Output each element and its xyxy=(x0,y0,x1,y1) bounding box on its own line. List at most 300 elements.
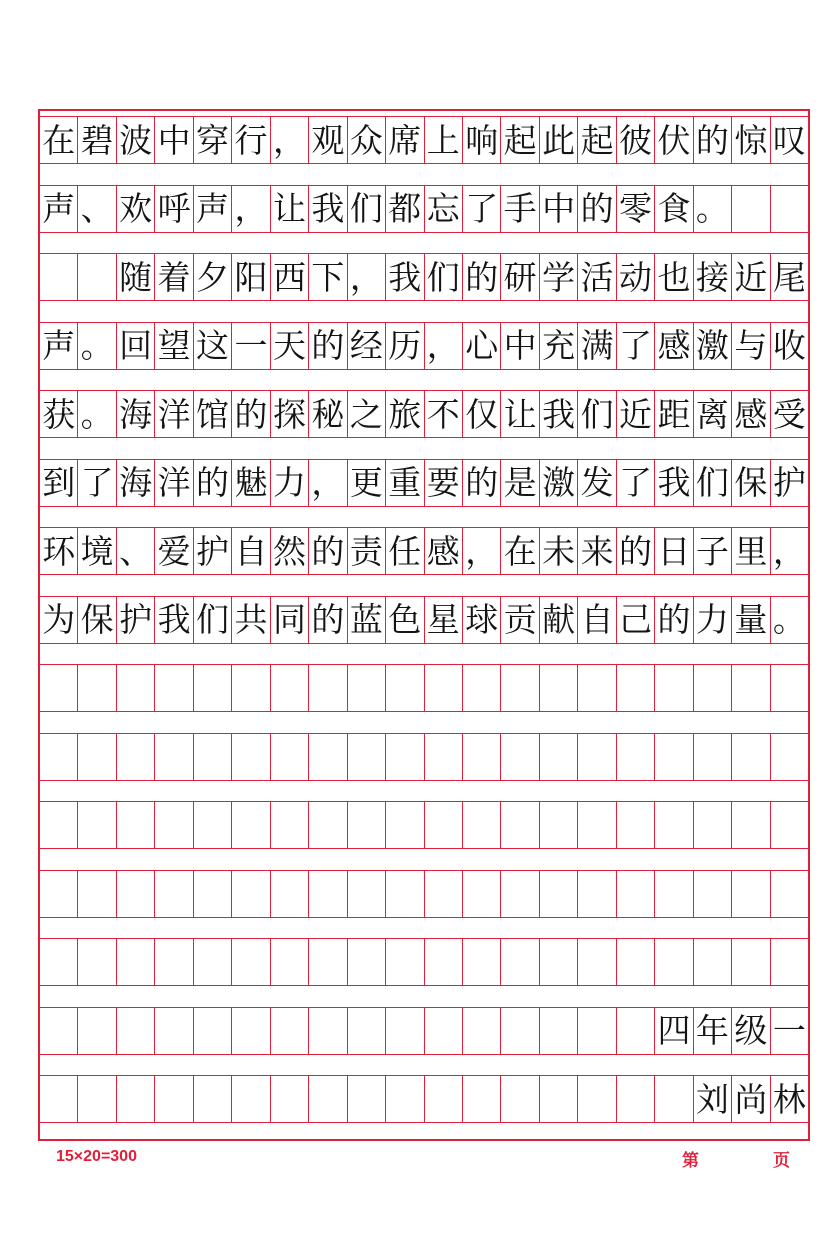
grid-cell: 年 xyxy=(694,1008,732,1054)
grid-cell: 这 xyxy=(194,323,232,369)
page-suffix: 页 xyxy=(773,1151,790,1171)
grid-cell xyxy=(655,665,693,711)
grid-cell xyxy=(463,1008,501,1054)
grid-cell: 众 xyxy=(348,117,386,163)
grid-cell xyxy=(40,802,78,848)
grid-cell: 们 xyxy=(578,391,616,437)
grid-cell xyxy=(771,939,808,985)
grid-cell xyxy=(271,802,309,848)
grid-cell xyxy=(386,871,424,917)
grid-cell: 也 xyxy=(655,254,693,300)
grid-cell: 的 xyxy=(578,186,616,232)
grid-cell xyxy=(117,1076,155,1122)
grid-cell xyxy=(194,802,232,848)
grid-cell: 的 xyxy=(309,528,347,574)
grid-cell: 满 xyxy=(578,323,616,369)
grid-cell: 力 xyxy=(271,460,309,506)
grid-cell xyxy=(309,734,347,780)
grid-cell: 波 xyxy=(117,117,155,163)
grid-cell: 食 xyxy=(655,186,693,232)
grid-cell xyxy=(425,939,463,985)
grid-cell: ， xyxy=(232,186,270,232)
grid-cell: 下 xyxy=(309,254,347,300)
grid-cell xyxy=(309,665,347,711)
grid-cell xyxy=(771,665,808,711)
grid-cell: 活 xyxy=(578,254,616,300)
grid-cell xyxy=(348,734,386,780)
grid-cell: 激 xyxy=(540,460,578,506)
grid-cell xyxy=(463,665,501,711)
grid-cell: 自 xyxy=(578,597,616,643)
grid-cell xyxy=(617,734,655,780)
grid-cell xyxy=(232,1008,270,1054)
grid-cell: 爱 xyxy=(155,528,193,574)
grid-cell: 回 xyxy=(117,323,155,369)
grid-cell: 我 xyxy=(155,597,193,643)
grid-row xyxy=(40,253,808,301)
grid-spec-label: 15×20=300 xyxy=(56,1148,137,1165)
page-number-label xyxy=(682,1146,790,1171)
grid-cell xyxy=(540,1008,578,1054)
grid-cell: 彼 xyxy=(617,117,655,163)
grid-cell: 研 xyxy=(501,254,539,300)
grid-cell xyxy=(540,871,578,917)
grid-cell: 夕 xyxy=(194,254,232,300)
grid-cell xyxy=(463,871,501,917)
grid-cell: 们 xyxy=(425,254,463,300)
grid-cell xyxy=(194,939,232,985)
grid-cell xyxy=(117,665,155,711)
grid-cell xyxy=(578,665,616,711)
grid-row xyxy=(40,801,808,849)
grid-cell: 望 xyxy=(155,323,193,369)
grid-cell xyxy=(348,939,386,985)
grid-cell xyxy=(732,734,770,780)
grid-cell xyxy=(40,665,78,711)
grid-cell: 我 xyxy=(309,186,347,232)
grid-cell: 环 xyxy=(40,528,78,574)
grid-cell: 是 xyxy=(501,460,539,506)
grid-cell: 、 xyxy=(117,528,155,574)
grid-cell xyxy=(655,1076,693,1122)
grid-cell xyxy=(117,734,155,780)
grid-cell xyxy=(78,254,116,300)
grid-cell: 学 xyxy=(540,254,578,300)
grid-cell: 。 xyxy=(772,600,806,639)
grid-row xyxy=(40,664,808,712)
grid-cell: 更 xyxy=(348,460,386,506)
grid-cell xyxy=(117,802,155,848)
grid-cell xyxy=(194,734,232,780)
grid-cell xyxy=(425,802,463,848)
grid-cell xyxy=(501,802,539,848)
grid-cell: 的 xyxy=(463,254,501,300)
grid-cell: 日 xyxy=(655,528,693,574)
grid-cell xyxy=(155,871,193,917)
grid-cell xyxy=(78,802,116,848)
grid-cell: 球 xyxy=(463,597,501,643)
grid-cell: 重 xyxy=(386,460,424,506)
grid-cell xyxy=(232,1076,270,1122)
grid-cell: 旅 xyxy=(386,391,424,437)
grid-cell xyxy=(694,871,732,917)
grid-row xyxy=(40,185,808,233)
grid-cell xyxy=(348,1008,386,1054)
grid-cell: 了 xyxy=(617,460,655,506)
grid-cell: 蓝 xyxy=(348,597,386,643)
grid-cell: 保 xyxy=(78,597,116,643)
grid-cell xyxy=(732,665,770,711)
grid-cell: 境 xyxy=(78,528,116,574)
grid-cell: 子 xyxy=(694,528,732,574)
grid-cell: ， xyxy=(463,528,501,574)
grid-cell: 声 xyxy=(194,186,232,232)
grid-cell xyxy=(155,1076,193,1122)
grid-cell: 的 xyxy=(232,391,270,437)
grid-cell xyxy=(732,939,770,985)
grid-cell: 中 xyxy=(540,186,578,232)
grid-cell xyxy=(40,1008,78,1054)
grid-row xyxy=(40,116,808,164)
grid-cell xyxy=(40,734,78,780)
grid-cell xyxy=(348,871,386,917)
grid-cell: ， xyxy=(772,531,806,571)
grid-cell: 碧 xyxy=(78,117,116,163)
grid-cell xyxy=(348,665,386,711)
grid-cell xyxy=(694,665,732,711)
grid-cell: 量 xyxy=(732,597,770,643)
grid-cell: 此 xyxy=(540,117,578,163)
grid-cell: 里 xyxy=(732,528,770,574)
grid-cell xyxy=(578,1008,616,1054)
grid-row xyxy=(40,870,808,918)
grid-cell xyxy=(771,871,808,917)
grid-cell: 随 xyxy=(117,254,155,300)
grid-cell: 不 xyxy=(425,391,463,437)
grid-cell: 尚 xyxy=(732,1076,770,1122)
grid-cell xyxy=(655,802,693,848)
grid-cell: 激 xyxy=(694,323,732,369)
grid-cell xyxy=(501,1008,539,1054)
grid-cell xyxy=(155,802,193,848)
grid-cell xyxy=(694,939,732,985)
grid-cell: 离 xyxy=(694,391,732,437)
grid-cell xyxy=(386,1076,424,1122)
grid-cell: 尾 xyxy=(772,257,806,297)
grid-cell: 声 xyxy=(40,323,78,369)
grid-cell: 馆 xyxy=(194,391,232,437)
grid-cell: 洋 xyxy=(155,391,193,437)
grid-cell: 声 xyxy=(40,186,78,232)
grid-cell: 历 xyxy=(386,323,424,369)
grid-cell xyxy=(540,1076,578,1122)
grid-cell: 经 xyxy=(348,323,386,369)
grid-cell: 的 xyxy=(655,597,693,643)
grid-cell: 同 xyxy=(271,597,309,643)
grid-cell: 起 xyxy=(578,117,616,163)
grid-cell: 。 xyxy=(694,186,732,232)
page-prefix: 第 xyxy=(682,1151,699,1171)
grid-cell xyxy=(540,939,578,985)
grid-cell xyxy=(771,186,808,232)
grid-cell xyxy=(425,1008,463,1054)
grid-cell xyxy=(40,871,78,917)
grid-cell: 然 xyxy=(271,528,309,574)
grid-cell: 四 xyxy=(655,1008,693,1054)
grid-cell xyxy=(232,802,270,848)
grid-cell: 探 xyxy=(271,391,309,437)
grid-cell: 秘 xyxy=(309,391,347,437)
grid-cell xyxy=(232,939,270,985)
grid-cell: 距 xyxy=(655,391,693,437)
grid-cell xyxy=(194,871,232,917)
grid-cell: 任 xyxy=(386,528,424,574)
grid-cell: 的 xyxy=(463,460,501,506)
grid-cell xyxy=(694,802,732,848)
grid-cell: 洋 xyxy=(155,460,193,506)
grid-cell xyxy=(348,1076,386,1122)
grid-cell xyxy=(40,939,78,985)
grid-cell xyxy=(617,802,655,848)
grid-cell xyxy=(78,871,116,917)
grid-cell xyxy=(78,1008,116,1054)
grid-cell xyxy=(425,871,463,917)
grid-cell xyxy=(78,734,116,780)
grid-cell: 穿 xyxy=(194,117,232,163)
grid-cell: 力 xyxy=(694,597,732,643)
grid-cell: 欢 xyxy=(117,186,155,232)
grid-cell xyxy=(578,802,616,848)
grid-cell xyxy=(386,734,424,780)
grid-row xyxy=(40,459,808,507)
grid-cell: 了 xyxy=(617,323,655,369)
grid-cell xyxy=(578,871,616,917)
grid-cell: 的 xyxy=(309,597,347,643)
grid-row xyxy=(40,1007,808,1055)
grid-cell xyxy=(271,665,309,711)
grid-cell: 心 xyxy=(463,323,501,369)
grid-cell: 护 xyxy=(772,463,806,502)
grid-cell: 席 xyxy=(386,117,424,163)
grid-cell: 感 xyxy=(732,391,770,437)
grid-cell xyxy=(194,665,232,711)
grid-cell xyxy=(155,665,193,711)
grid-cell xyxy=(194,1076,232,1122)
grid-cell: 未 xyxy=(540,528,578,574)
grid-cell: 西 xyxy=(271,254,309,300)
grid-cell xyxy=(540,734,578,780)
grid-cell: 行 xyxy=(232,117,270,163)
grid-cell xyxy=(117,939,155,985)
grid-cell: 们 xyxy=(348,186,386,232)
grid-cell xyxy=(309,1076,347,1122)
grid-cell: 献 xyxy=(540,597,578,643)
grid-cell xyxy=(617,939,655,985)
grid-cell xyxy=(694,734,732,780)
grid-cell: 零 xyxy=(617,186,655,232)
grid-cell: 一 xyxy=(232,323,270,369)
grid-cell xyxy=(309,1008,347,1054)
grid-cell: 们 xyxy=(194,597,232,643)
grid-cell: 仅 xyxy=(463,391,501,437)
grid-cell: 要 xyxy=(425,460,463,506)
grid-cell: 在 xyxy=(501,528,539,574)
grid-cell xyxy=(78,939,116,985)
grid-row xyxy=(40,733,808,781)
grid-cell xyxy=(617,1008,655,1054)
grid-cell: 收 xyxy=(772,326,806,365)
grid-cell xyxy=(732,186,770,232)
grid-cell: 与 xyxy=(732,323,770,369)
grid-cell: 响 xyxy=(463,117,501,163)
grid-cell xyxy=(348,802,386,848)
grid-row xyxy=(40,938,808,986)
grid-cell: 责 xyxy=(348,528,386,574)
grid-cell xyxy=(232,734,270,780)
grid-cell: 中 xyxy=(155,117,193,163)
grid-cell xyxy=(771,734,808,780)
grid-cell: 都 xyxy=(386,186,424,232)
grid-cell xyxy=(425,665,463,711)
grid-cell: 感 xyxy=(425,528,463,574)
grid-cell: 我 xyxy=(655,460,693,506)
grid-cell: 受 xyxy=(772,394,806,434)
grid-cell xyxy=(386,665,424,711)
grid-cell: 的 xyxy=(694,117,732,163)
grid-cell: 天 xyxy=(271,323,309,369)
grid-cell xyxy=(117,871,155,917)
grid-cell xyxy=(425,734,463,780)
grid-cell: 中 xyxy=(501,323,539,369)
grid-cell: 的 xyxy=(617,528,655,574)
grid-row xyxy=(40,390,808,438)
grid-cell: 起 xyxy=(501,117,539,163)
grid-cell: 手 xyxy=(501,186,539,232)
grid-cell: 海 xyxy=(117,460,155,506)
grid-cell: 阳 xyxy=(232,254,270,300)
grid-cell xyxy=(655,939,693,985)
grid-cell: 动 xyxy=(617,254,655,300)
grid-cell: ， xyxy=(309,460,347,506)
grid-cell: 惊 xyxy=(732,117,770,163)
grid-cell: 忘 xyxy=(425,186,463,232)
grid-cell xyxy=(501,939,539,985)
grid-cell xyxy=(40,254,78,300)
grid-cell xyxy=(386,1008,424,1054)
grid-cell xyxy=(232,871,270,917)
grid-cell xyxy=(271,939,309,985)
grid-cell xyxy=(501,871,539,917)
grid-cell xyxy=(78,665,116,711)
grid-cell: ， xyxy=(271,117,309,163)
grid-cell xyxy=(194,1008,232,1054)
grid-cell: ， xyxy=(348,254,386,300)
grid-cell xyxy=(271,1008,309,1054)
grid-cell: 充 xyxy=(540,323,578,369)
grid-cell xyxy=(578,939,616,985)
grid-cell xyxy=(463,802,501,848)
grid-cell xyxy=(501,1076,539,1122)
grid-row xyxy=(40,322,808,370)
grid-cell: 接 xyxy=(694,254,732,300)
grid-cell: 护 xyxy=(194,528,232,574)
grid-cell xyxy=(155,734,193,780)
grid-cell: 自 xyxy=(232,528,270,574)
grid-cell: 获 xyxy=(40,391,78,437)
grid-cell: 级 xyxy=(732,1008,770,1054)
grid-cell xyxy=(655,734,693,780)
grid-cell xyxy=(732,871,770,917)
grid-cell xyxy=(155,939,193,985)
grid-cell xyxy=(386,802,424,848)
grid-cell: 。 xyxy=(78,391,116,437)
grid-cell xyxy=(578,734,616,780)
grid-cell: 感 xyxy=(655,323,693,369)
grid-cell: 林 xyxy=(772,1079,806,1119)
grid-cell: 近 xyxy=(732,254,770,300)
grid-cell xyxy=(78,1076,116,1122)
grid-cell: 在 xyxy=(40,117,78,163)
grid-cell: 共 xyxy=(232,597,270,643)
grid-cell: 到 xyxy=(40,460,78,506)
grid-cell: 着 xyxy=(155,254,193,300)
grid-cell xyxy=(309,871,347,917)
grid-cell: 一 xyxy=(772,1011,806,1050)
grid-cell: 贡 xyxy=(501,597,539,643)
grid-cell: 魅 xyxy=(232,460,270,506)
grid-cell: 上 xyxy=(425,117,463,163)
grid-cell: 近 xyxy=(617,391,655,437)
composition-grid-paper xyxy=(38,109,810,1141)
grid-cell xyxy=(655,871,693,917)
grid-row xyxy=(40,1075,808,1123)
grid-cell xyxy=(425,1076,463,1122)
grid-cell: 了 xyxy=(463,186,501,232)
grid-cell: 我 xyxy=(386,254,424,300)
grid-cell xyxy=(771,802,808,848)
grid-cell xyxy=(501,665,539,711)
grid-cell: 色 xyxy=(386,597,424,643)
grid-cell xyxy=(232,665,270,711)
grid-cell xyxy=(540,665,578,711)
grid-cell: 之 xyxy=(348,391,386,437)
grid-cell: 星 xyxy=(425,597,463,643)
grid-cell: 保 xyxy=(732,460,770,506)
grid-cell: 的 xyxy=(194,460,232,506)
grid-cell: 、 xyxy=(78,186,116,232)
grid-cell: 刘 xyxy=(694,1076,732,1122)
grid-cell: 海 xyxy=(117,391,155,437)
grid-cell: 的 xyxy=(309,323,347,369)
grid-cell: 发 xyxy=(578,460,616,506)
grid-cell: 己 xyxy=(617,597,655,643)
grid-cell xyxy=(271,734,309,780)
grid-cell xyxy=(463,734,501,780)
grid-cell xyxy=(309,802,347,848)
grid-cell xyxy=(732,802,770,848)
grid-cell xyxy=(617,1076,655,1122)
grid-cell: 。 xyxy=(78,323,116,369)
grid-cell: 护 xyxy=(117,597,155,643)
grid-cell xyxy=(40,1076,78,1122)
grid-cell xyxy=(578,1076,616,1122)
grid-cell: 为 xyxy=(40,597,78,643)
grid-cell: 们 xyxy=(694,460,732,506)
grid-cell xyxy=(540,802,578,848)
grid-cell xyxy=(271,1076,309,1122)
grid-cell: 来 xyxy=(578,528,616,574)
grid-cell: ， xyxy=(425,323,463,369)
